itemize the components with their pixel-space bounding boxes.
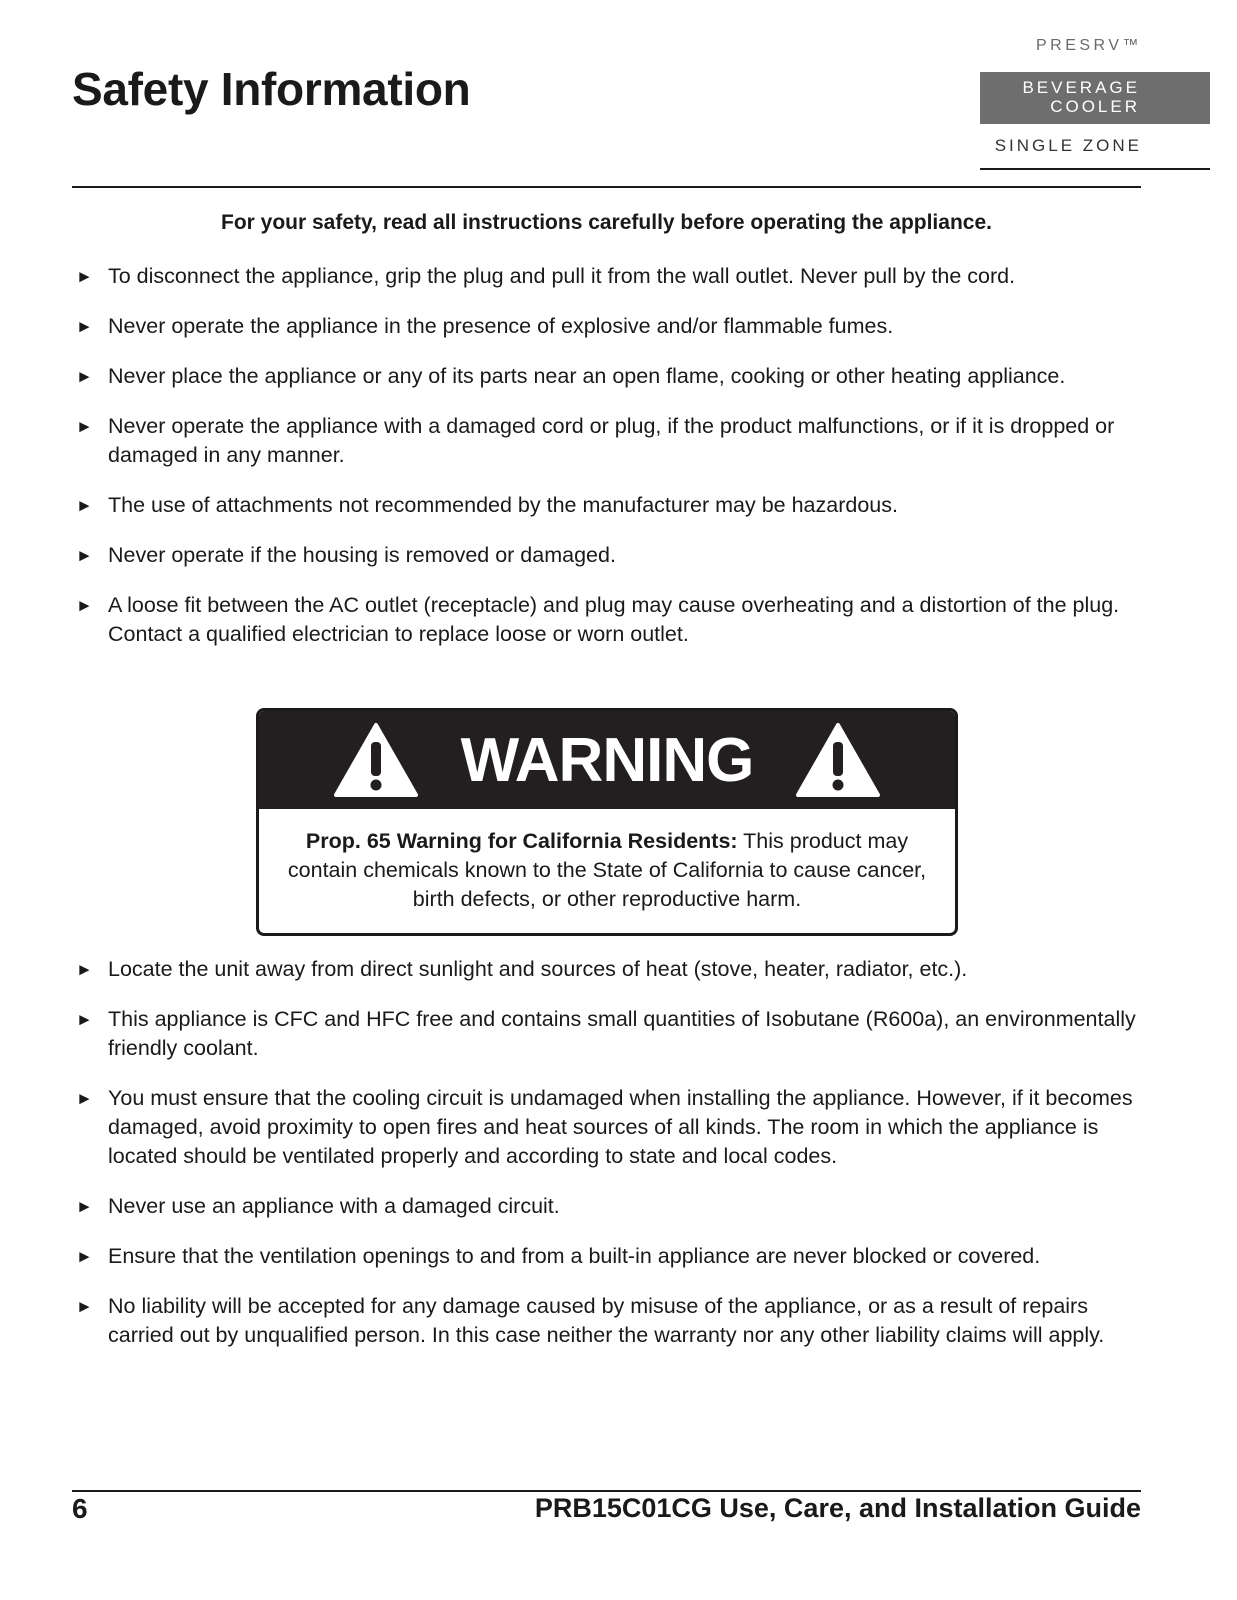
list-item-text: Never place the appliance or any of its parts near an open flame, cooking or other heating appliance. <box>108 364 1066 388</box>
list-item <box>76 1005 1146 1063</box>
list-item <box>76 591 1146 649</box>
list-item-text: A loose fit between the AC outlet (receptacle) and plug may cause overheating and a distortion of the plug. Contact a qualified electrician to replace loose or worn outlet. <box>108 593 1120 646</box>
safety-list-bottom <box>76 955 1146 1371</box>
bullet-arrow-icon: ► <box>76 960 93 979</box>
warning-header <box>259 711 955 809</box>
bullet-arrow-icon: ► <box>76 1197 93 1216</box>
list-item-text: No liability will be accepted for any damage caused by misuse of the appliance, or as a result of repairs carried out by unqualified person. In this case neither the warranty nor any other liability claims will apply. <box>108 1294 1105 1347</box>
list-item-text: Never operate the appliance in the presence of explosive and/or flammable fumes. <box>108 314 894 338</box>
bullet-arrow-icon: ► <box>76 1247 93 1266</box>
list-item <box>76 262 1146 291</box>
warning-body <box>259 809 955 914</box>
bullet-arrow-icon: ► <box>76 596 93 615</box>
category-badge <box>980 72 1210 124</box>
list-item <box>76 362 1146 391</box>
list-item <box>76 491 1146 520</box>
warning-title: WARNING <box>460 725 754 795</box>
category-line-2: COOLER <box>1050 97 1140 116</box>
bullet-arrow-icon: ► <box>76 1010 93 1029</box>
list-item <box>76 412 1146 470</box>
list-item-text: You must ensure that the cooling circuit is undamaged when installing the appliance. However, if it becomes damaged, avoid proximity to open fires and heat sources of all kinds. The room in which the appliance is located should be ventilated properly and according to state and local codes. <box>108 1086 1133 1168</box>
category-line-1: BEVERAGE <box>1022 78 1140 97</box>
list-item-text: This appliance is CFC and HFC free and contains small quantities of Isobutane (R600a), an environmentally friendly coolant. <box>108 1007 1136 1060</box>
list-item-text: To disconnect the appliance, grip the plug and pull it from the wall outlet. Never pull by the cord. <box>108 264 1016 288</box>
bullet-arrow-icon: ► <box>76 1297 93 1316</box>
list-item-text: Locate the unit away from direct sunlight and sources of heat (stove, heater, radiator, etc.). <box>108 957 968 981</box>
list-item <box>76 1084 1146 1171</box>
warning-lead: Prop. 65 Warning for California Residents: <box>305 829 738 853</box>
list-item-text: Never use an appliance with a damaged circuit. <box>108 1194 560 1218</box>
warning-text: This product may contain chemicals known to the State of California to cause cancer, birth defects, or other reproductive harm. <box>287 829 927 911</box>
list-item-text: The use of attachments not recommended by the manufacturer may be hazardous. <box>108 493 898 517</box>
page-title: Safety Information <box>72 63 471 115</box>
bullet-arrow-icon: ► <box>76 496 93 515</box>
list-item <box>76 1292 1146 1350</box>
list-item <box>76 541 1146 570</box>
brand-label: PRESRV™ <box>1035 37 1142 54</box>
page-number: 6 <box>72 1493 88 1524</box>
bullet-arrow-icon: ► <box>76 367 93 386</box>
warning-triangle-icon <box>795 722 881 798</box>
bullet-arrow-icon: ► <box>76 417 93 436</box>
bullet-arrow-icon: ► <box>76 546 93 565</box>
zone-label: SINGLE ZONE <box>994 136 1142 155</box>
bullet-arrow-icon: ► <box>76 267 93 286</box>
prop65-warning-box <box>256 708 958 936</box>
guide-title: PRB15C01CG Use, Care, and Installation Guide <box>534 1493 1141 1523</box>
bullet-arrow-icon: ► <box>76 317 93 336</box>
list-item <box>76 1192 1146 1221</box>
bullet-arrow-icon: ► <box>76 1089 93 1108</box>
list-item <box>76 955 1146 984</box>
header-divider <box>72 186 1141 188</box>
list-item <box>76 312 1146 341</box>
list-item <box>76 1242 1146 1271</box>
warning-triangle-icon <box>333 722 419 798</box>
safety-list-top <box>76 262 1146 670</box>
footer-divider <box>72 1490 1141 1492</box>
safety-intro: For your safety, read all instructions carefully before operating the appliance. <box>221 211 992 234</box>
list-item-text: Never operate if the housing is removed or damaged. <box>108 543 616 567</box>
zone-divider <box>980 168 1210 170</box>
list-item-text: Ensure that the ventilation openings to and from a built-in appliance are never blocked or covered. <box>108 1244 1041 1268</box>
list-item-text: Never operate the appliance with a damaged cord or plug, if the product malfunctions, or if it is dropped or damaged in any manner. <box>108 414 1115 467</box>
